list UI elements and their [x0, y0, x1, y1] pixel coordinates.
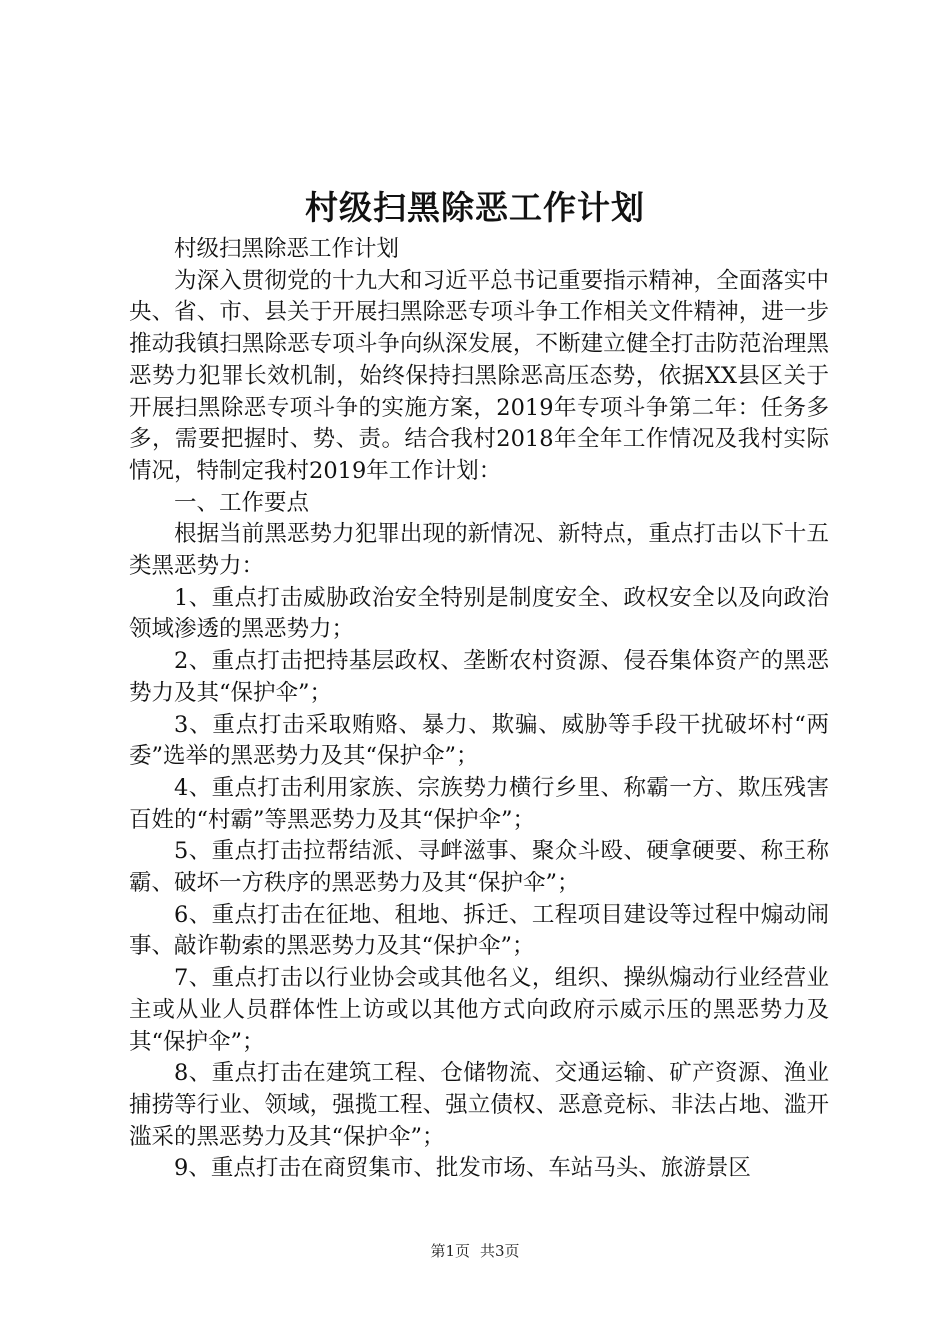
list-item-1: 1、重点打击威胁政治安全特别是制度安全、政权安全以及向政治领域渗透的黑恶势力； [129, 584, 829, 643]
list-item-9: 9、重点打击在商贸集市、批发市场、车站马头、旅游景区 [174, 1155, 751, 1182]
paragraph-subtitle: 村级扫黑除恶工作计划 [174, 236, 400, 262]
page-footer [0, 1239, 950, 1263]
section-heading-work-points: 一、工作要点 [174, 489, 310, 516]
list-item-8: 8、重点打击在建筑工程、仓储物流、交通运输、矿产资源、渔业捕捞等行业、领域，强揽工程、强立债权、恶意竞标、非法占地、滥开滥采的黑恶势力及其“保护伞”； [129, 1060, 829, 1150]
paragraph-overview: 根据当前黑恶势力犯罪出现的新情况、新特点，重点打击以下十五类黑恶势力： [129, 521, 829, 580]
list-item-5: 5、重点打击拉帮结派、寻衅滋事、聚众斗殴、硬拿硬要、称王称霸、破坏一方秩序的黑恶势力及其“保护伞”； [129, 838, 829, 897]
list-item-2: 2、重点打击把持基层政权、垄断农村资源、侵吞集体资产的黑恶势力及其“保护伞”； [129, 648, 829, 706]
list-item-3: 3、重点打击采取贿赂、暴力、欺骗、威胁等手段干扰破坏村“两委”选举的黑恶势力及其“保护伞”； [129, 711, 829, 770]
list-item-7: 7、重点打击以行业协会或其他名义，组织、操纵煽动行业经营业主或从业人员群体性上访或以其他方式向政府示威示压的黑恶势力及其“保护伞”； [129, 965, 829, 1055]
page-number: 第1页 [430, 1242, 470, 1260]
document-body [129, 234, 829, 1185]
list-item-4: 4、重点打击利用家族、宗族势力横行乡里、称霸一方、欺压残害百姓的“村霸”等黑恶势力及其“保护伞”； [129, 774, 829, 833]
list-item-6: 6、重点打击在征地、租地、拆迁、工程项目建设等过程中煽动闹事、敲诈勒索的黑恶势力及其“保护伞”； [129, 901, 829, 960]
page-total: 共3页 [480, 1242, 520, 1260]
paragraph-intro: 为深入贯彻党的十九大和习近平总书记重要指示精神，全面落实中央、省、市、县关于开展扫黑除恶专项斗争工作相关文件精神，进一步推动我镇扫黑除恶专项斗争向纵深发展，不断建立健全打击防范治理黑恶势力犯罪长效机制，始终保持扫黑除恶高压态势，依据XX县区关于开展扫黑除恶专项斗争的实施方案，2019年专项斗争第二年：任务多多，需要把握时、势、责。结合我村2018年全年工作情况及我村实际情况，特制定我村2019年工作计划： [129, 267, 829, 484]
document-title: 村级扫黑除恶工作计划 [305, 188, 645, 227]
